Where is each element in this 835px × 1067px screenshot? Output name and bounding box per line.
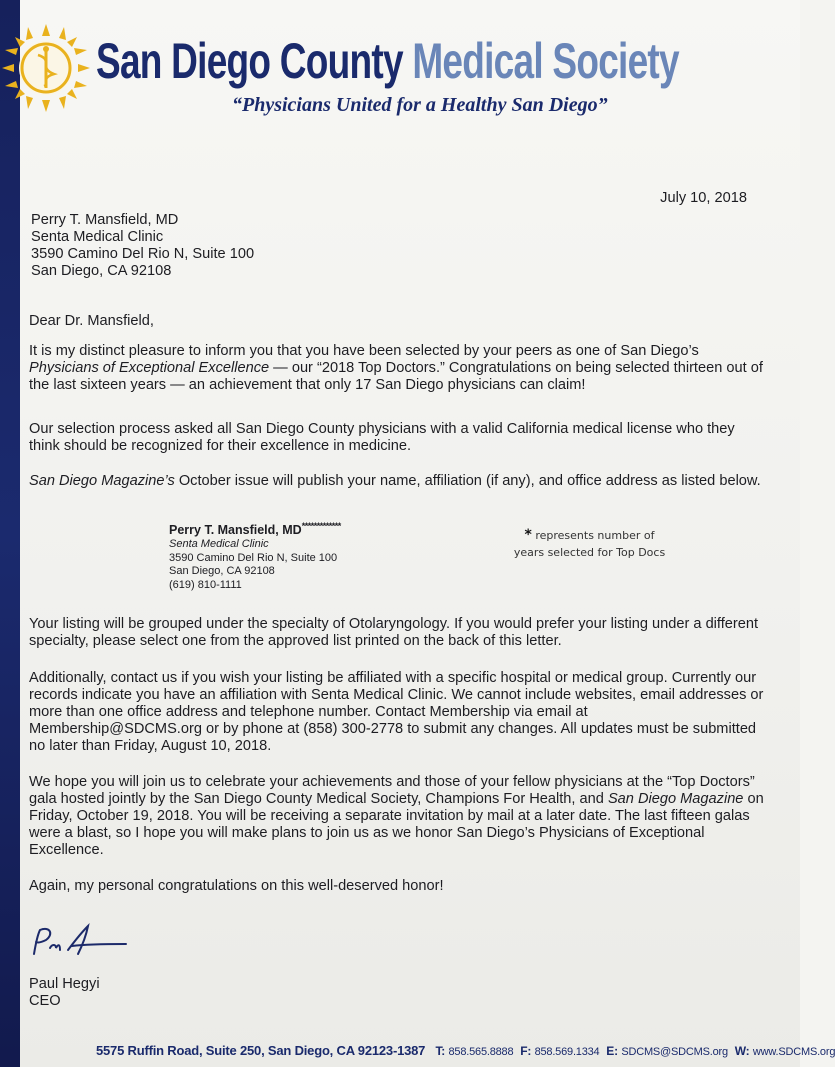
tagline: “Physicians United for a Healthy San Diego”	[232, 94, 608, 116]
signer-title: CEO	[29, 993, 61, 1009]
recipient-address	[31, 212, 254, 280]
salutation: Dear Dr. Mansfield,	[29, 313, 154, 329]
org-name-part2: Medical Society	[412, 33, 679, 89]
listing-clinic: Senta Medical Clinic	[169, 538, 269, 551]
footer-email-label: E:	[606, 1044, 618, 1058]
organization-name	[96, 26, 679, 96]
signer-block	[29, 976, 100, 1010]
p6-text-a: We hope you will join us to celebrate your achievements and those of your fellow physicians at the “Top Doctors” gala hosted jointly by the San Diego County Medical Society, Champions For Health, and	[29, 774, 755, 807]
signer-name: Paul Hegyi	[29, 976, 100, 992]
p6-text-b: on Friday, October 19, 2018. You will be receiving a separate invitation by mail at a later date. The last fifteen galas were a blast, so I hope you will make plans to join us as we honor San Diego’s Physicians of Exceptional Excellence.	[29, 791, 764, 858]
listing-phone: (619) 810-1111	[169, 578, 242, 591]
magazine-listing	[169, 519, 341, 592]
footer-phone: 858.565.8888	[448, 1046, 514, 1058]
paragraph-selection	[29, 343, 764, 394]
star-legend-line2: years selected for Top Docs	[513, 546, 666, 559]
listing-address1: 3590 Camino Del Rio N, Suite 100	[169, 551, 338, 564]
paragraph-process: Our selection process asked all San Diego County physicians with a valid California medical license who they think should be recognized for their excellence in medicine.	[29, 421, 735, 454]
p6-emphasis: San Diego Magazine	[607, 791, 744, 807]
recipient-clinic: Senta Medical Clinic	[31, 229, 164, 245]
footer-web-label: W:	[734, 1044, 750, 1058]
p1-text-a: It is my distinct pleasure to inform you that you have been selected by your peers as one of San Diego’s	[29, 343, 699, 359]
listing-name-line	[169, 519, 341, 538]
footer-address: 5575 Ruffin Road, Suite 250, San Diego, CA 92123-1387	[96, 1043, 426, 1058]
listing-address2: San Diego, CA 92108	[169, 565, 275, 578]
star-legend-symbol: *	[524, 527, 532, 543]
paragraph-magazine	[29, 473, 764, 490]
star-legend	[502, 527, 677, 561]
sun-caduceus-logo-icon	[0, 22, 92, 114]
recipient-name: Perry T. Mansfield, MD	[31, 212, 179, 228]
handwritten-signature	[28, 922, 138, 962]
paragraph-affiliation: Additionally, contact us if you wish your listing be affiliated with a specific hospital or medical group. Currently our records indicate you have an affiliation with Senta Medical Clinic. We cannot include websites, email addresses or more than one office address and telephone number. Contact Membership via email at Membership@SDCMS.org or by phone at (858) 300-2778 to submit any changes. All updates must be submitted no later than Friday, August 10, 2018.	[29, 670, 764, 754]
p3-emphasis: San Diego Magazine’s	[29, 473, 175, 489]
recipient-street: 3590 Camino Del Rio N, Suite 100	[31, 246, 255, 262]
listing-stars: *************	[301, 521, 341, 531]
paragraph-closing: Again, my personal congratulations on this well-deserved honor!	[29, 878, 444, 894]
footer-phone-label: T:	[435, 1044, 446, 1058]
listing-name: Perry T. Mansfield, MD	[169, 523, 302, 538]
paragraph-gala	[29, 774, 764, 859]
p3-text: October issue will publish your name, affiliation (if any), and office address as listed below.	[174, 473, 761, 489]
footer-web: www.SDCMS.org	[752, 1046, 835, 1058]
footer-email: SDCMS@SDCMS.org	[621, 1046, 728, 1058]
org-name-part1: San Diego County	[96, 33, 403, 89]
letter-date: July 10, 2018	[660, 190, 747, 206]
paragraph-specialty: Your listing will be grouped under the specialty of Otolaryngology. If you would prefer your listing under a different specialty, please select one from the approved list printed on the back of this letter.	[29, 616, 759, 649]
p1-emphasis: Physicians of Exceptional Excellence	[29, 360, 270, 376]
footer-fax: 858.569.1334	[534, 1046, 600, 1058]
letterhead-side-band	[0, 0, 20, 1067]
p1-text-b: — our “2018 Top Doctors.” Congratulations on being selected thirteen out of the last sixteen years — an achievement that only 17 San Diego physicians can claim!	[29, 360, 763, 393]
recipient-city: San Diego, CA 92108	[31, 263, 172, 279]
star-legend-line1: represents number of	[535, 529, 655, 542]
footer-fax-label: F:	[520, 1044, 532, 1058]
letterhead-footer	[96, 1043, 835, 1058]
